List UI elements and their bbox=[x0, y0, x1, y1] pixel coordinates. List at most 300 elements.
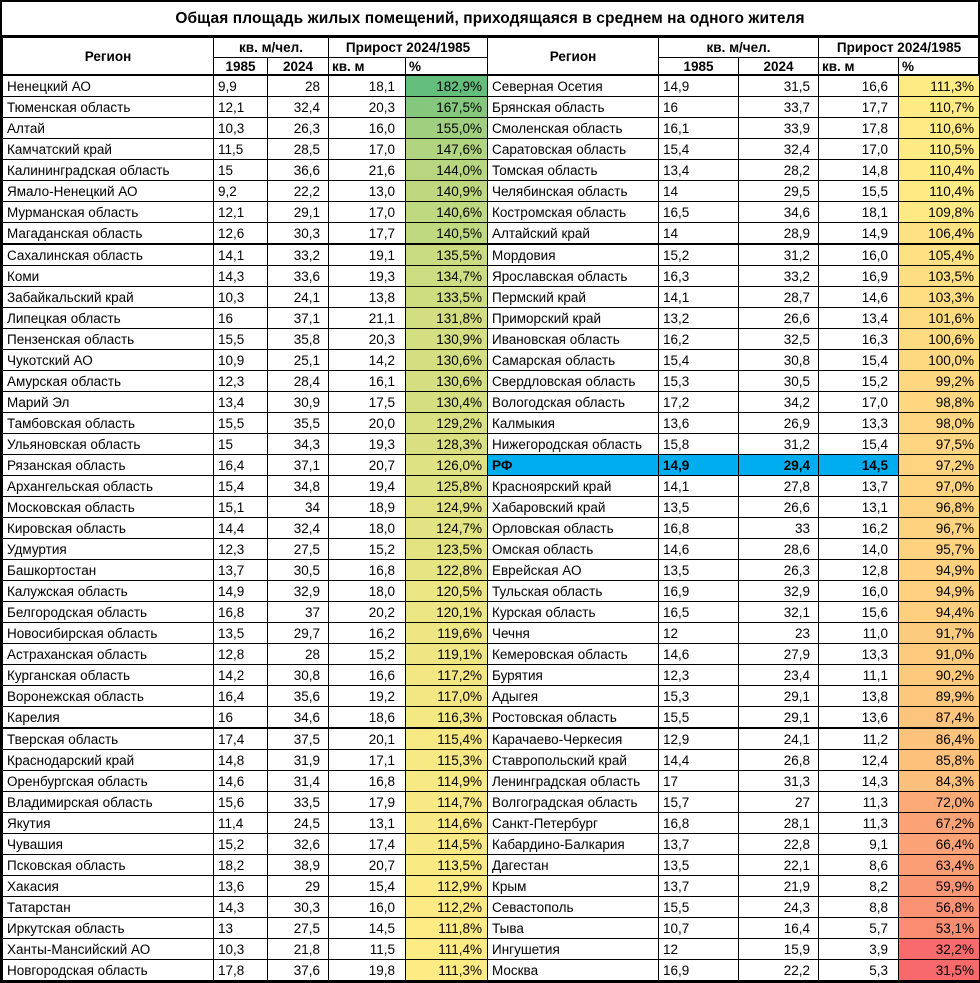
growth-pct-cell: 84,3% bbox=[899, 771, 980, 792]
growth-sqm-cell: 14,2 bbox=[329, 350, 406, 371]
value-1985-cell: 14,2 bbox=[214, 665, 268, 686]
table-row bbox=[3, 939, 980, 960]
value-2024-cell: 24,3 bbox=[739, 897, 819, 918]
growth-sqm-cell: 16,0 bbox=[819, 581, 899, 602]
growth-pct-cell: 98,8% bbox=[899, 392, 980, 413]
region-cell: Омская область bbox=[488, 539, 659, 560]
growth-sqm-cell: 20,0 bbox=[329, 413, 406, 434]
growth-pct-cell: 128,3% bbox=[406, 434, 488, 455]
value-1985-cell: 15,5 bbox=[659, 707, 739, 729]
region-cell: Красноярский край bbox=[488, 476, 659, 497]
value-2024-cell: 26,9 bbox=[739, 413, 819, 434]
value-1985-cell: 15,2 bbox=[214, 834, 268, 855]
growth-sqm-cell: 13,4 bbox=[819, 308, 899, 329]
growth-pct-cell: 96,7% bbox=[899, 518, 980, 539]
growth-sqm-cell: 19,4 bbox=[329, 476, 406, 497]
value-1985-cell: 14,9 bbox=[659, 75, 739, 97]
growth-sqm-cell: 11,5 bbox=[329, 939, 406, 960]
value-1985-cell: 15 bbox=[214, 434, 268, 455]
table-row bbox=[3, 350, 980, 371]
growth-pct-cell: 101,6% bbox=[899, 308, 980, 329]
region-cell: Алтайский край bbox=[488, 223, 659, 245]
growth-pct-cell: 124,7% bbox=[406, 518, 488, 539]
value-2024-cell: 32,4 bbox=[268, 518, 329, 539]
value-1985-cell: 13,4 bbox=[659, 160, 739, 181]
value-2024-cell: 24,1 bbox=[268, 287, 329, 308]
table-row bbox=[3, 813, 980, 834]
growth-pct-cell: 32,2% bbox=[899, 939, 980, 960]
growth-sqm-cell: 16,2 bbox=[819, 518, 899, 539]
region-cell: Пензенская область bbox=[3, 329, 214, 350]
table-row bbox=[3, 707, 980, 729]
growth-sqm-cell: 13,1 bbox=[819, 497, 899, 518]
value-2024-cell: 34,3 bbox=[268, 434, 329, 455]
region-cell: Москва bbox=[488, 960, 659, 981]
growth-pct-cell: 129,2% bbox=[406, 413, 488, 434]
growth-sqm-cell: 21,1 bbox=[329, 308, 406, 329]
value-1985-cell: 15,5 bbox=[659, 897, 739, 918]
value-2024-cell: 33,2 bbox=[739, 266, 819, 287]
growth-pct-cell: 56,8% bbox=[899, 897, 980, 918]
region-cell: Новгородская область bbox=[3, 960, 214, 981]
value-2024-cell: 27,5 bbox=[268, 918, 329, 939]
value-1985-cell: 14,1 bbox=[659, 287, 739, 308]
region-cell: Краснодарский край bbox=[3, 750, 214, 771]
value-1985-cell: 16,5 bbox=[659, 202, 739, 223]
value-1985-cell: 14,6 bbox=[659, 539, 739, 560]
region-cell: Ивановская область bbox=[488, 329, 659, 350]
growth-sqm-cell: 8,2 bbox=[819, 876, 899, 897]
growth-pct-cell: 120,5% bbox=[406, 581, 488, 602]
value-2024-cell: 32,4 bbox=[739, 139, 819, 160]
value-1985-cell: 14 bbox=[659, 181, 739, 202]
region-cell: Воронежская область bbox=[3, 686, 214, 707]
table-row bbox=[3, 560, 980, 581]
growth-sqm-cell: 17,0 bbox=[819, 139, 899, 160]
region-cell: Волгоградская область bbox=[488, 792, 659, 813]
table-row bbox=[3, 139, 980, 160]
region-cell: Санкт-Петербург bbox=[488, 813, 659, 834]
value-2024-cell: 30,9 bbox=[268, 392, 329, 413]
value-1985-cell: 16,4 bbox=[214, 455, 268, 476]
growth-pct-cell: 97,2% bbox=[899, 455, 980, 476]
growth-pct-cell: 114,9% bbox=[406, 771, 488, 792]
value-2024-cell: 28,6 bbox=[739, 539, 819, 560]
growth-pct-cell: 155,0% bbox=[406, 118, 488, 139]
region-cell: Ставропольский край bbox=[488, 750, 659, 771]
growth-pct-cell: 133,5% bbox=[406, 287, 488, 308]
growth-sqm-cell: 14,3 bbox=[819, 771, 899, 792]
value-2024-cell: 31,4 bbox=[268, 771, 329, 792]
value-1985-cell: 13,5 bbox=[214, 623, 268, 644]
value-1985-cell: 15,8 bbox=[659, 434, 739, 455]
header-sqm-left: кв. м bbox=[329, 58, 406, 76]
growth-sqm-cell: 13,7 bbox=[819, 476, 899, 497]
growth-pct-cell: 135,5% bbox=[406, 244, 488, 266]
table-row bbox=[3, 644, 980, 665]
growth-pct-cell: 106,4% bbox=[899, 223, 980, 245]
growth-pct-cell: 95,7% bbox=[899, 539, 980, 560]
growth-sqm-cell: 14,9 bbox=[819, 223, 899, 245]
value-2024-cell: 31,2 bbox=[739, 434, 819, 455]
region-cell: Магаданская область bbox=[3, 223, 214, 245]
header-2024-right: 2024 bbox=[739, 58, 819, 76]
growth-sqm-cell: 16,8 bbox=[329, 560, 406, 581]
value-2024-cell: 37,5 bbox=[268, 728, 329, 750]
growth-pct-cell: 114,7% bbox=[406, 792, 488, 813]
value-2024-cell: 32,4 bbox=[268, 97, 329, 118]
table-row bbox=[3, 581, 980, 602]
growth-pct-cell: 130,4% bbox=[406, 392, 488, 413]
region-cell: Томская область bbox=[488, 160, 659, 181]
value-2024-cell: 29,1 bbox=[739, 686, 819, 707]
region-cell: Кабардино-Балкария bbox=[488, 834, 659, 855]
header-sqm-per-capita-left: кв. м/чел. bbox=[214, 38, 329, 58]
header-2024-left: 2024 bbox=[268, 58, 329, 76]
region-cell: Белгородская область bbox=[3, 602, 214, 623]
region-cell: Еврейская АО bbox=[488, 560, 659, 581]
growth-pct-cell: 110,4% bbox=[899, 160, 980, 181]
value-2024-cell: 23,4 bbox=[739, 665, 819, 686]
table-row bbox=[3, 202, 980, 223]
value-1985-cell: 9,9 bbox=[214, 75, 268, 97]
growth-pct-cell: 66,4% bbox=[899, 834, 980, 855]
growth-sqm-cell: 9,1 bbox=[819, 834, 899, 855]
growth-pct-cell: 111,4% bbox=[406, 939, 488, 960]
table-row bbox=[3, 602, 980, 623]
region-cell: Тверская область bbox=[3, 728, 214, 750]
header-1985-right: 1985 bbox=[659, 58, 739, 76]
table-row bbox=[3, 686, 980, 707]
value-1985-cell: 13,5 bbox=[659, 497, 739, 518]
header-growth-left: Прирост 2024/1985 bbox=[329, 38, 488, 58]
header-pct-right: % bbox=[899, 58, 980, 76]
region-cell: Саратовская область bbox=[488, 139, 659, 160]
growth-pct-cell: 130,6% bbox=[406, 350, 488, 371]
growth-sqm-cell: 16,6 bbox=[819, 75, 899, 97]
table-row bbox=[3, 223, 980, 245]
growth-sqm-cell: 16,3 bbox=[819, 329, 899, 350]
value-2024-cell: 37,1 bbox=[268, 455, 329, 476]
value-2024-cell: 32,6 bbox=[268, 834, 329, 855]
value-2024-cell: 24,5 bbox=[268, 813, 329, 834]
growth-sqm-cell: 17,0 bbox=[819, 392, 899, 413]
value-1985-cell: 17,4 bbox=[214, 728, 268, 750]
value-1985-cell: 16,3 bbox=[659, 266, 739, 287]
region-cell: Ярославская область bbox=[488, 266, 659, 287]
growth-sqm-cell: 17,0 bbox=[329, 202, 406, 223]
growth-sqm-cell: 11,1 bbox=[819, 665, 899, 686]
value-2024-cell: 29,1 bbox=[268, 202, 329, 223]
value-1985-cell: 12,6 bbox=[214, 223, 268, 245]
growth-sqm-cell: 15,4 bbox=[819, 350, 899, 371]
growth-sqm-cell: 20,7 bbox=[329, 855, 406, 876]
region-cell: Забайкальский край bbox=[3, 287, 214, 308]
region-cell: Коми bbox=[3, 266, 214, 287]
table-row bbox=[3, 539, 980, 560]
table-row bbox=[3, 771, 980, 792]
region-cell: Липецкая область bbox=[3, 308, 214, 329]
value-1985-cell: 13,7 bbox=[214, 560, 268, 581]
region-cell: Чечня bbox=[488, 623, 659, 644]
growth-pct-cell: 125,8% bbox=[406, 476, 488, 497]
value-2024-cell: 26,6 bbox=[739, 308, 819, 329]
region-cell: Костромская область bbox=[488, 202, 659, 223]
region-cell: Адыгея bbox=[488, 686, 659, 707]
region-cell: Иркутская область bbox=[3, 918, 214, 939]
table-row bbox=[3, 244, 980, 266]
page-title: Общая площадь жилых помещений, приходящаяся в среднем на одного жителя bbox=[2, 2, 978, 37]
region-cell: Архангельская область bbox=[3, 476, 214, 497]
region-cell: Ленинградская область bbox=[488, 771, 659, 792]
region-cell: Тульская область bbox=[488, 581, 659, 602]
table-row bbox=[3, 834, 980, 855]
growth-pct-cell: 130,9% bbox=[406, 329, 488, 350]
table-row bbox=[3, 287, 980, 308]
value-1985-cell: 14,4 bbox=[214, 518, 268, 539]
growth-pct-cell: 100,0% bbox=[899, 350, 980, 371]
region-cell: Ульяновская область bbox=[3, 434, 214, 455]
growth-sqm-cell: 21,6 bbox=[329, 160, 406, 181]
table-body bbox=[3, 75, 980, 981]
growth-pct-cell: 112,9% bbox=[406, 876, 488, 897]
growth-pct-cell: 105,4% bbox=[899, 244, 980, 266]
value-1985-cell: 16,2 bbox=[659, 329, 739, 350]
value-1985-cell: 15,1 bbox=[214, 497, 268, 518]
value-1985-cell: 15,2 bbox=[659, 244, 739, 266]
region-cell: Тыва bbox=[488, 918, 659, 939]
table-row bbox=[3, 392, 980, 413]
table-header bbox=[3, 38, 980, 76]
region-cell: Якутия bbox=[3, 813, 214, 834]
value-1985-cell: 13,6 bbox=[214, 876, 268, 897]
growth-sqm-cell: 8,6 bbox=[819, 855, 899, 876]
region-cell: Брянская область bbox=[488, 97, 659, 118]
growth-sqm-cell: 17,1 bbox=[329, 750, 406, 771]
value-2024-cell: 29,5 bbox=[739, 181, 819, 202]
growth-pct-cell: 120,1% bbox=[406, 602, 488, 623]
growth-pct-cell: 116,3% bbox=[406, 707, 488, 729]
value-1985-cell: 14,4 bbox=[659, 750, 739, 771]
growth-pct-cell: 94,9% bbox=[899, 581, 980, 602]
growth-sqm-cell: 16,9 bbox=[819, 266, 899, 287]
value-1985-cell: 16 bbox=[659, 97, 739, 118]
growth-sqm-cell: 15,4 bbox=[329, 876, 406, 897]
growth-pct-cell: 113,5% bbox=[406, 855, 488, 876]
value-2024-cell: 21,9 bbox=[739, 876, 819, 897]
growth-sqm-cell: 20,3 bbox=[329, 97, 406, 118]
growth-pct-cell: 103,5% bbox=[899, 266, 980, 287]
value-1985-cell: 13,4 bbox=[214, 392, 268, 413]
value-1985-cell: 14,6 bbox=[659, 644, 739, 665]
value-1985-cell: 13,2 bbox=[659, 308, 739, 329]
value-1985-cell: 12,8 bbox=[214, 644, 268, 665]
region-cell: Оренбургская область bbox=[3, 771, 214, 792]
growth-pct-cell: 86,4% bbox=[899, 728, 980, 750]
value-1985-cell: 14,3 bbox=[214, 266, 268, 287]
value-1985-cell: 12 bbox=[659, 623, 739, 644]
growth-pct-cell: 91,7% bbox=[899, 623, 980, 644]
growth-pct-cell: 130,6% bbox=[406, 371, 488, 392]
value-2024-cell: 34,6 bbox=[739, 202, 819, 223]
value-2024-cell: 34 bbox=[268, 497, 329, 518]
value-2024-cell: 28,2 bbox=[739, 160, 819, 181]
value-1985-cell: 11,5 bbox=[214, 139, 268, 160]
value-2024-cell: 30,8 bbox=[739, 350, 819, 371]
growth-sqm-cell: 14,6 bbox=[819, 287, 899, 308]
region-cell: Тамбовская область bbox=[3, 413, 214, 434]
value-2024-cell: 35,5 bbox=[268, 413, 329, 434]
region-cell: Ямало-Ненецкий АО bbox=[3, 181, 214, 202]
growth-sqm-cell: 13,3 bbox=[819, 413, 899, 434]
growth-pct-cell: 72,0% bbox=[899, 792, 980, 813]
value-1985-cell: 14,8 bbox=[214, 750, 268, 771]
value-1985-cell: 16 bbox=[214, 707, 268, 729]
value-1985-cell: 14,9 bbox=[214, 581, 268, 602]
value-1985-cell: 16,1 bbox=[659, 118, 739, 139]
table-row bbox=[3, 918, 980, 939]
value-2024-cell: 33,7 bbox=[739, 97, 819, 118]
value-1985-cell: 11,4 bbox=[214, 813, 268, 834]
value-1985-cell: 10,7 bbox=[659, 918, 739, 939]
value-1985-cell: 13 bbox=[214, 918, 268, 939]
region-cell: Сахалинская область bbox=[3, 244, 214, 266]
region-cell: Дагестан bbox=[488, 855, 659, 876]
value-1985-cell: 16,8 bbox=[659, 813, 739, 834]
growth-pct-cell: 111,8% bbox=[406, 918, 488, 939]
region-cell: Севастополь bbox=[488, 897, 659, 918]
region-cell: Свердловская область bbox=[488, 371, 659, 392]
growth-pct-cell: 90,2% bbox=[899, 665, 980, 686]
value-2024-cell: 30,8 bbox=[268, 665, 329, 686]
region-cell: Мордовия bbox=[488, 244, 659, 266]
value-1985-cell: 13,5 bbox=[659, 560, 739, 581]
value-2024-cell: 31,5 bbox=[739, 75, 819, 97]
growth-pct-cell: 140,6% bbox=[406, 202, 488, 223]
value-1985-cell: 16,4 bbox=[214, 686, 268, 707]
value-2024-cell: 28,1 bbox=[739, 813, 819, 834]
header-sqm-right: кв. м bbox=[819, 58, 899, 76]
growth-pct-cell: 96,8% bbox=[899, 497, 980, 518]
growth-pct-cell: 31,5% bbox=[899, 960, 980, 981]
value-2024-cell: 23 bbox=[739, 623, 819, 644]
growth-sqm-cell: 11,0 bbox=[819, 623, 899, 644]
region-cell: Крым bbox=[488, 876, 659, 897]
value-2024-cell: 33,6 bbox=[268, 266, 329, 287]
value-2024-cell: 37,6 bbox=[268, 960, 329, 981]
growth-pct-cell: 94,4% bbox=[899, 602, 980, 623]
growth-pct-cell: 111,3% bbox=[899, 75, 980, 97]
growth-pct-cell: 109,8% bbox=[899, 202, 980, 223]
value-2024-cell: 16,4 bbox=[739, 918, 819, 939]
region-cell: Астраханская область bbox=[3, 644, 214, 665]
growth-sqm-cell: 16,2 bbox=[329, 623, 406, 644]
growth-pct-cell: 63,4% bbox=[899, 855, 980, 876]
region-cell: Карелия bbox=[3, 707, 214, 729]
region-cell: Кемеровская область bbox=[488, 644, 659, 665]
region-cell: Челябинская область bbox=[488, 181, 659, 202]
table-row bbox=[3, 75, 980, 97]
value-2024-cell: 35,6 bbox=[268, 686, 329, 707]
value-2024-cell: 29,1 bbox=[739, 707, 819, 729]
region-cell: Северная Осетия bbox=[488, 75, 659, 97]
growth-pct-cell: 110,6% bbox=[899, 118, 980, 139]
value-2024-cell: 30,5 bbox=[268, 560, 329, 581]
data-table bbox=[2, 37, 980, 981]
region-cell: Новосибирская область bbox=[3, 623, 214, 644]
value-2024-cell: 28 bbox=[268, 644, 329, 665]
region-cell: Пермский край bbox=[488, 287, 659, 308]
growth-pct-cell: 134,7% bbox=[406, 266, 488, 287]
region-cell: Чувашия bbox=[3, 834, 214, 855]
value-1985-cell: 12,3 bbox=[214, 539, 268, 560]
value-2024-cell: 29,4 bbox=[739, 455, 819, 476]
growth-sqm-cell: 17,5 bbox=[329, 392, 406, 413]
value-1985-cell: 14 bbox=[659, 223, 739, 245]
growth-pct-cell: 98,0% bbox=[899, 413, 980, 434]
value-2024-cell: 27,5 bbox=[268, 539, 329, 560]
region-cell: Марий Эл bbox=[3, 392, 214, 413]
growth-pct-cell: 94,9% bbox=[899, 560, 980, 581]
table-row bbox=[3, 371, 980, 392]
region-cell: Смоленская область bbox=[488, 118, 659, 139]
value-2024-cell: 29 bbox=[268, 876, 329, 897]
growth-pct-cell: 100,6% bbox=[899, 329, 980, 350]
value-1985-cell: 12,1 bbox=[214, 202, 268, 223]
region-cell: Калужская область bbox=[3, 581, 214, 602]
value-1985-cell: 10,3 bbox=[214, 939, 268, 960]
value-1985-cell: 14,1 bbox=[659, 476, 739, 497]
value-1985-cell: 12,9 bbox=[659, 728, 739, 750]
value-2024-cell: 34,6 bbox=[268, 707, 329, 729]
value-2024-cell: 29,7 bbox=[268, 623, 329, 644]
growth-pct-cell: 97,0% bbox=[899, 476, 980, 497]
value-1985-cell: 10,9 bbox=[214, 350, 268, 371]
value-1985-cell: 14,9 bbox=[659, 455, 739, 476]
table-row bbox=[3, 728, 980, 750]
table-row bbox=[3, 497, 980, 518]
growth-pct-cell: 99,2% bbox=[899, 371, 980, 392]
region-cell: Калмыкия bbox=[488, 413, 659, 434]
region-cell: Ханты-Мансийский АО bbox=[3, 939, 214, 960]
growth-sqm-cell: 18,0 bbox=[329, 581, 406, 602]
growth-sqm-cell: 20,1 bbox=[329, 728, 406, 750]
table-row bbox=[3, 181, 980, 202]
growth-sqm-cell: 20,2 bbox=[329, 602, 406, 623]
value-1985-cell: 15,3 bbox=[659, 686, 739, 707]
region-cell: Хакасия bbox=[3, 876, 214, 897]
growth-sqm-cell: 13,3 bbox=[819, 644, 899, 665]
growth-sqm-cell: 11,3 bbox=[819, 792, 899, 813]
value-1985-cell: 15,6 bbox=[214, 792, 268, 813]
value-1985-cell: 15,5 bbox=[214, 413, 268, 434]
growth-pct-cell: 122,8% bbox=[406, 560, 488, 581]
region-cell: Камчатский край bbox=[3, 139, 214, 160]
region-cell: Владимирская область bbox=[3, 792, 214, 813]
region-cell: Ненецкий АО bbox=[3, 75, 214, 97]
growth-pct-cell: 124,9% bbox=[406, 497, 488, 518]
value-2024-cell: 30,5 bbox=[739, 371, 819, 392]
table-row bbox=[3, 518, 980, 539]
growth-pct-cell: 115,3% bbox=[406, 750, 488, 771]
region-cell: Вологодская область bbox=[488, 392, 659, 413]
growth-pct-cell: 85,8% bbox=[899, 750, 980, 771]
growth-sqm-cell: 16,0 bbox=[819, 244, 899, 266]
growth-sqm-cell: 17,7 bbox=[329, 223, 406, 245]
value-2024-cell: 36,6 bbox=[268, 160, 329, 181]
region-cell: Бурятия bbox=[488, 665, 659, 686]
region-cell: Самарская область bbox=[488, 350, 659, 371]
